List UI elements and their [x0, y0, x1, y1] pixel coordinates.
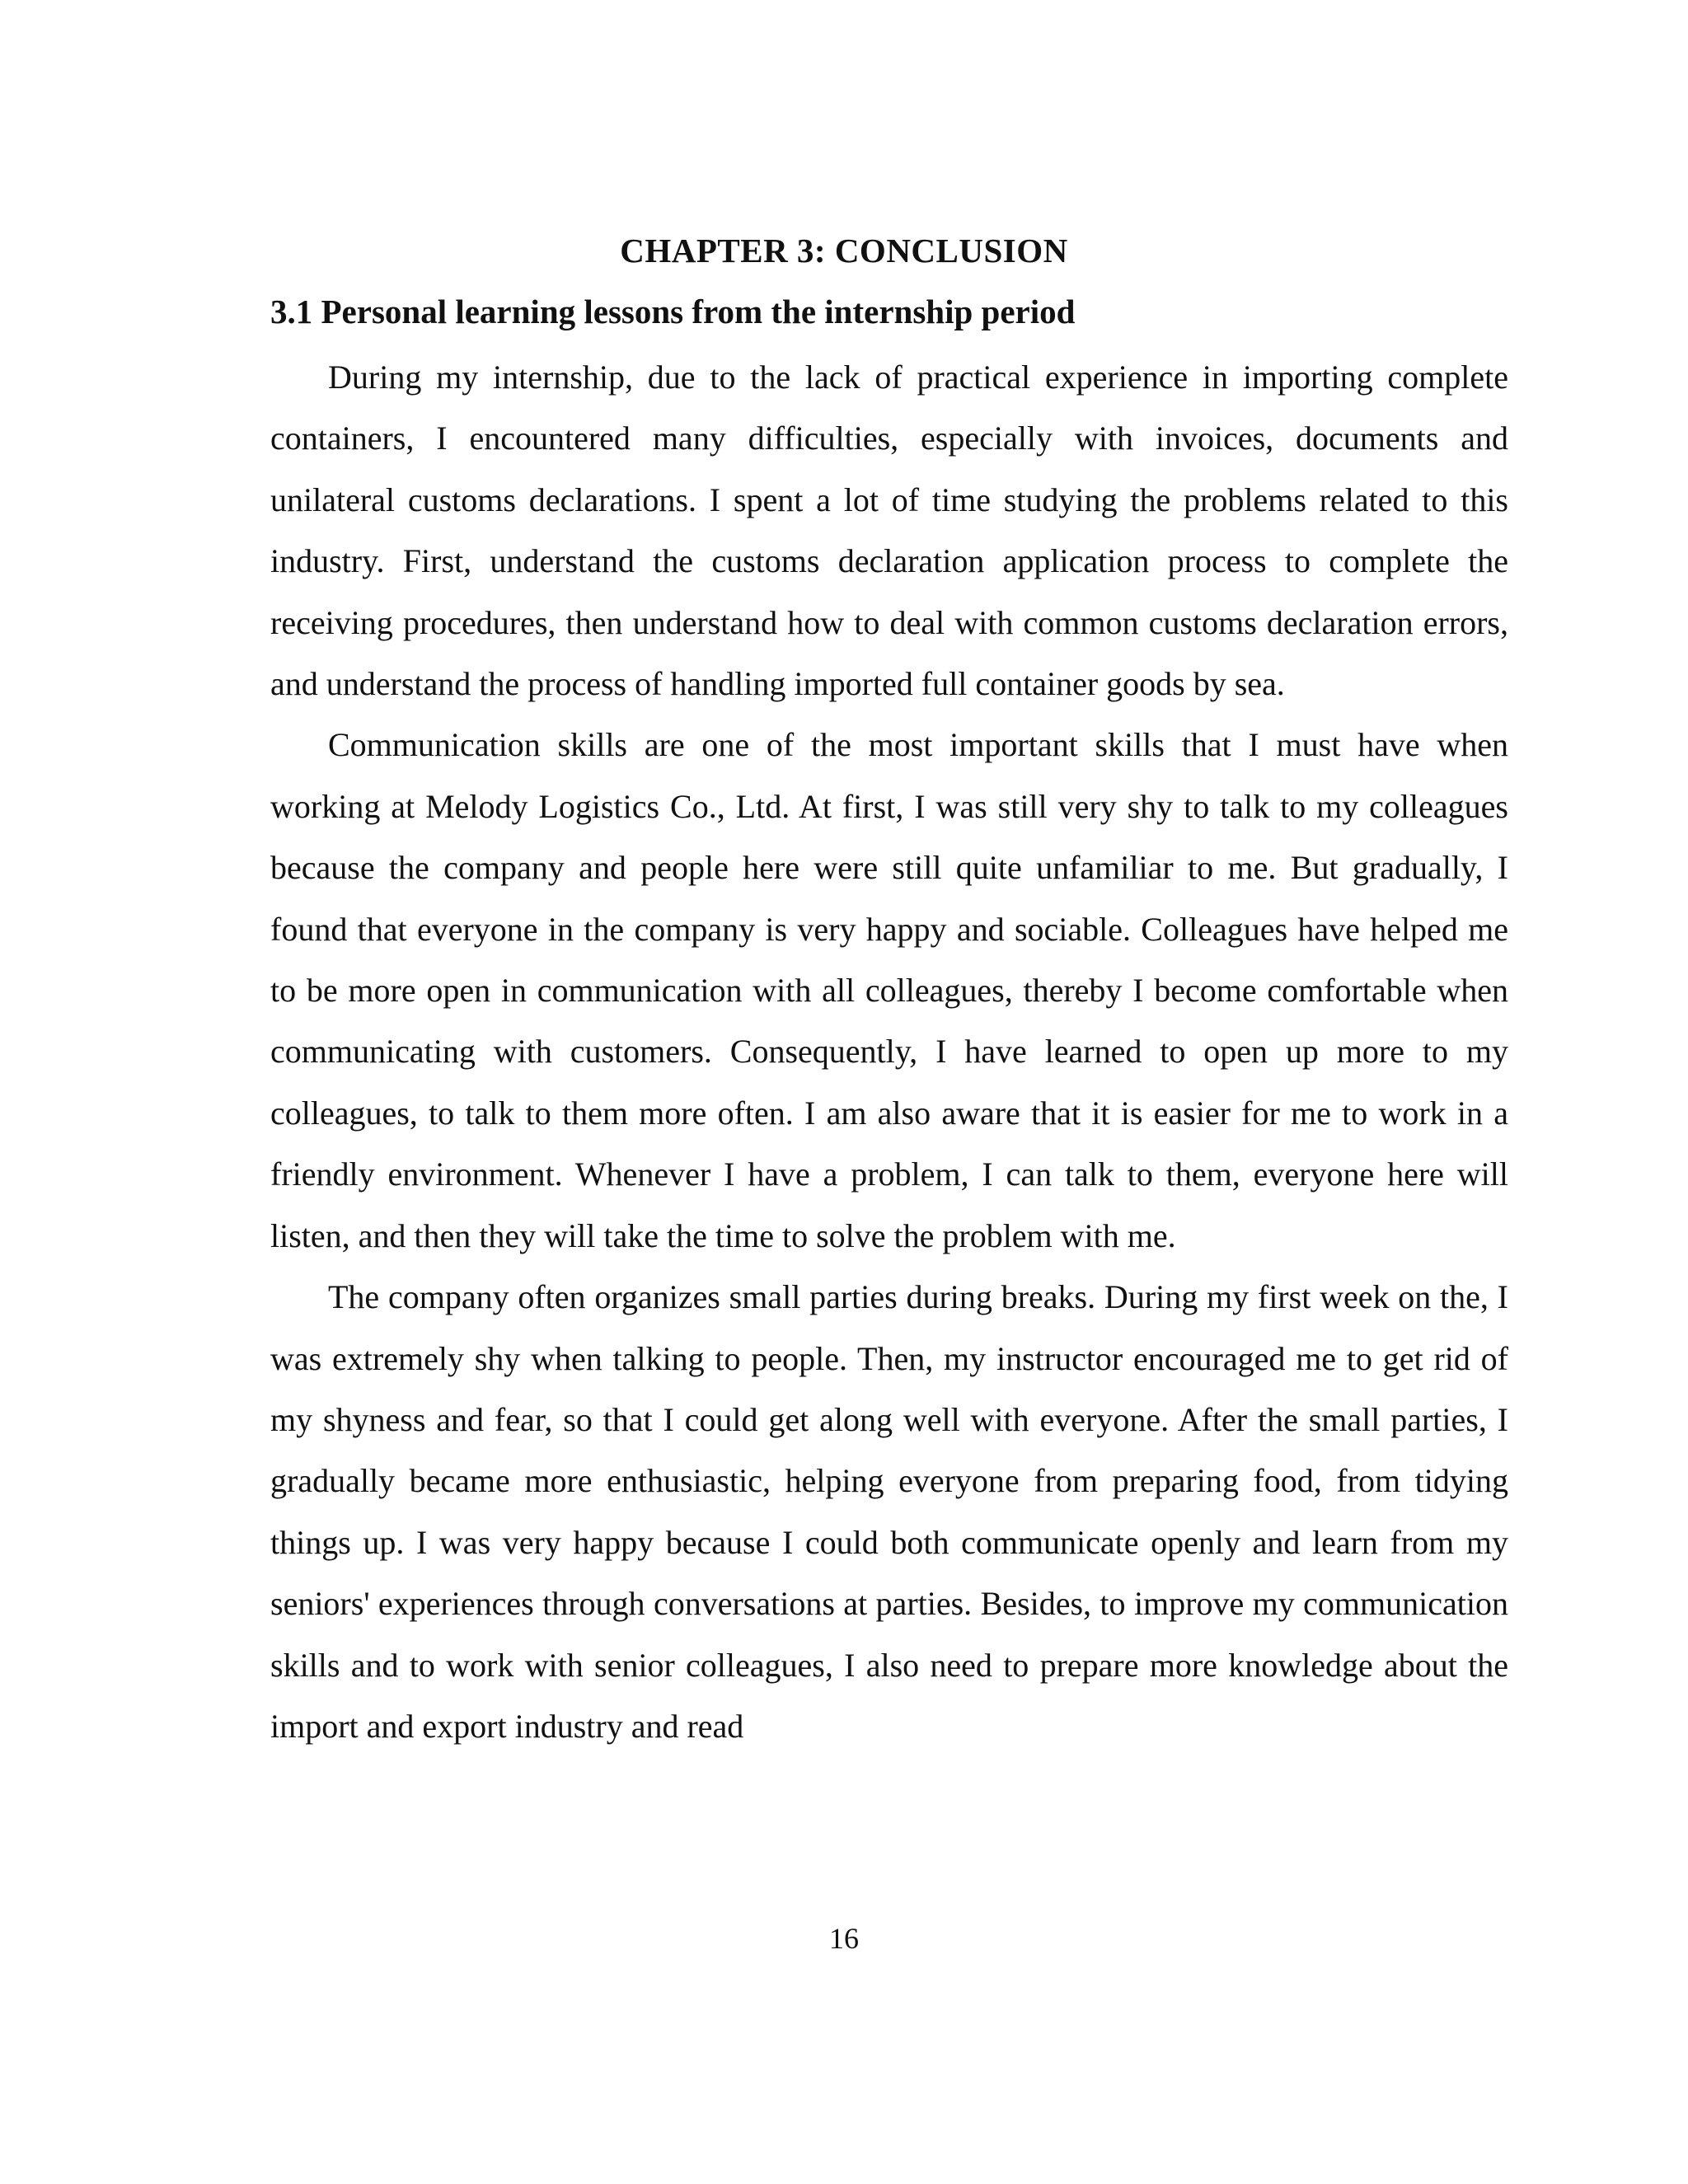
paragraph-internship-difficulties: During my internship, due to the lack of practical experience in importing complete containers, I encountered many difficulties, especially with invoices, documents and unilateral customs declarations. I spent a lot of time studying the problems related to this industry. First, understand the customs declaration application process to complete the receiving procedures, then understand how to deal with common customs declaration errors, and understand the process of handling imported full container goods by sea. [270, 359, 1508, 703]
paragraph-company-parties: The company often organizes small parties during breaks. During my first week on the, I was extremely shy when talking to people. Then, my instructor encouraged me to get rid of my shyness and fear, so that I could get along well with everyone. After the small parties, I gradually became more enthusiastic, helping everyone from preparing food, from tidying things up. I was very happy because I could both communicate openly and learn from my seniors' experiences through conversations at parties. Besides, to improve my communication skills and to work with senior colleagues, I also need to prepare more knowledge about the import and export industry and read [270, 1278, 1508, 1745]
chapter-title: CHAPTER 3: CONCLUSION [620, 232, 1068, 269]
body-text [270, 347, 1508, 1757]
paragraph-communication-skills: Communication skills are one of the most important skills that I must have when working at Melody Logistics Co., Ltd. At first, I was still very shy to talk to my colleagues because the company and people here were still quite unfamiliar to me. But gradually, I found that everyone in the company is very happy and sociable. Colleagues have helped me to be more open in communication with all colleagues, thereby I become comfortable when communicating with customers. Consequently, I have learned to open up more to my colleagues, to talk to them more often. I am also aware that it is easier for me to work in a friendly environment. Whenever I have a problem, I can talk to them, everyone here will listen, and then they will take the time to solve the problem with me. [270, 726, 1508, 1254]
page-number: 16 [829, 1922, 859, 1955]
section-heading: 3.1 Personal learning lessons from the internship period [270, 293, 1076, 330]
